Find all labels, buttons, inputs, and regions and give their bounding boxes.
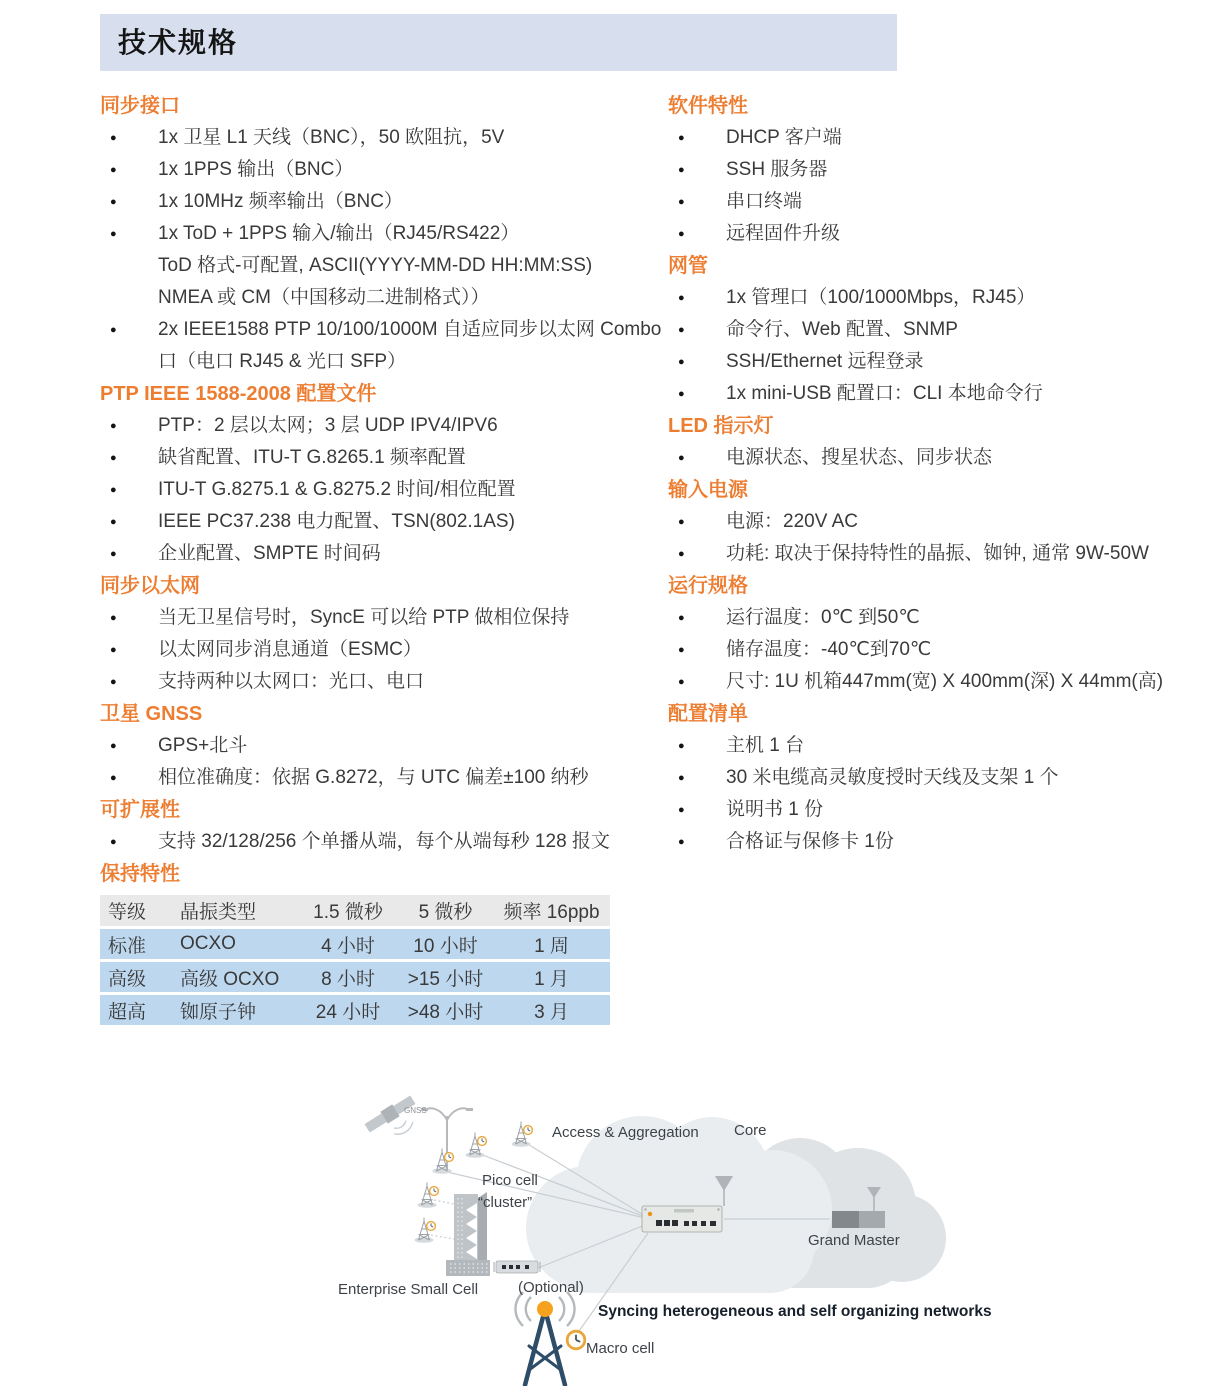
spec-item — [100, 474, 645, 506]
table-cell: 1 周 — [493, 929, 610, 959]
left-column — [100, 90, 662, 1028]
section-heading: 同步接口 — [100, 95, 180, 117]
spec-item — [100, 826, 645, 858]
table-cell: 标准 — [100, 929, 180, 959]
table-cell: 8 小时 — [298, 962, 398, 992]
optional-rack-unit-icon — [494, 1261, 540, 1273]
holdover-table — [100, 892, 610, 1028]
table-header-row — [100, 895, 610, 926]
bullet-icon: ● — [110, 484, 117, 496]
spec-text: DHCP 客户端 — [726, 127, 842, 148]
bullet-icon: ● — [110, 740, 117, 752]
table-cell: >15 小时 — [398, 962, 493, 992]
bullet-icon: ● — [678, 132, 685, 144]
spec-text: 尺寸: 1U 机箱447mm(宽) X 400mm(深) X 44mm(高) — [726, 671, 1164, 692]
bullet-icon: ● — [110, 772, 117, 784]
diagram-canvas — [330, 1078, 1210, 1386]
table-cell: 3 月 — [493, 995, 610, 1025]
bullet-icon: ● — [678, 772, 685, 784]
bullet-spacer — [100, 282, 158, 314]
spec-item — [100, 282, 645, 314]
spec-item — [668, 154, 1168, 186]
spec-item — [100, 602, 645, 634]
bullet-icon: ● — [110, 324, 117, 336]
spec-text: 说明书 1 份 — [726, 799, 824, 820]
section-heading: 软件特性 — [668, 95, 748, 117]
bullet-icon: ● — [678, 196, 685, 208]
title-banner — [100, 14, 897, 71]
pico-cell-label: Pico cell — [482, 1172, 538, 1189]
spec-item — [100, 730, 645, 762]
section-heading: 网管 — [668, 255, 708, 277]
spec-text: PTP：2 层以太网；3 层 UDP IPV4/IPV6 — [158, 415, 498, 436]
table-header-cell: 晶振类型 — [180, 895, 298, 926]
spec-text: 1x 卫星 L1 天线（BNC），50 欧阻抗，5V — [158, 127, 505, 148]
spec-item — [100, 122, 645, 154]
spec-item — [100, 186, 645, 218]
pico-cluster-label: “cluster” — [478, 1194, 533, 1211]
pico-tower — [466, 1133, 487, 1158]
spec-item — [100, 538, 645, 570]
spec-item — [668, 314, 1168, 346]
spec-text: ToD 格式-可配置, ASCII(YYYY-MM-DD HH:MM:SS) — [158, 255, 593, 276]
table-cell: 4 小时 — [298, 929, 398, 959]
network-diagram — [330, 1078, 1210, 1386]
bullet-icon: ● — [678, 292, 685, 304]
bullet-icon: ● — [678, 740, 685, 752]
spec-item — [100, 314, 662, 346]
table-cell: OCXO — [180, 929, 298, 959]
syncing-caption: Syncing heterogeneous and self organizing networks — [598, 1303, 992, 1320]
spec-text: SSH 服务器 — [726, 159, 828, 180]
grand-master-label: Grand Master — [808, 1232, 900, 1249]
spec-text: 主机 1 台 — [726, 735, 805, 756]
access-aggregation-label: Access & Aggregation — [552, 1124, 699, 1141]
spec-item — [100, 218, 645, 250]
section-heading: PTP IEEE 1588-2008 配置文件 — [100, 383, 377, 405]
spec-item — [668, 602, 1168, 634]
clock-badge — [567, 1331, 585, 1349]
spec-item — [668, 186, 1168, 218]
bullet-icon: ● — [110, 836, 117, 848]
spec-item — [668, 346, 1168, 378]
spec-item — [668, 122, 1168, 154]
spec-columns — [100, 90, 1170, 1028]
spec-text: 1x 1PPS 输出（BNC） — [158, 159, 354, 180]
enterprise-small-cell-label: Enterprise Small Cell — [338, 1281, 479, 1298]
spec-text: 1x ToD + 1PPS 输入/输出（RJ45/RS422） — [158, 223, 520, 244]
bullet-icon: ● — [678, 356, 685, 368]
section-heading: 可扩展性 — [100, 799, 180, 821]
bullet-icon: ● — [678, 644, 685, 656]
spec-item — [668, 634, 1168, 666]
macro-cell-label: Macro cell — [586, 1340, 655, 1357]
table-header-cell: 频率 16ppb — [493, 895, 610, 926]
timing-server-icon — [642, 1206, 722, 1232]
spec-item — [100, 634, 645, 666]
spec-text: 电源：220V AC — [726, 511, 858, 532]
table-cell: 超高 — [100, 995, 180, 1025]
spec-item — [100, 506, 645, 538]
spec-text: 合格证与保修卡 1份 — [726, 831, 894, 852]
spec-item — [668, 218, 1168, 250]
macro-tower-icon — [516, 1292, 585, 1385]
spec-item — [100, 666, 645, 698]
spec-text: 2x IEEE1588 PTP 10/100/1000M 自适应同步以太网 Combo — [158, 319, 662, 340]
bullet-icon: ● — [110, 676, 117, 688]
table-cell: 高级 OCXO — [180, 962, 298, 992]
bullet-icon: ● — [110, 612, 117, 624]
spec-text: GPS+北斗 — [158, 735, 248, 756]
spec-text: 电源状态、搜星状态、同步状态 — [726, 447, 993, 468]
table-cell: 10 小时 — [398, 929, 493, 959]
spec-item — [100, 250, 645, 282]
gnss-label: GNSS — [404, 1106, 427, 1115]
pico-tower — [418, 1183, 439, 1208]
bullet-icon: ● — [110, 196, 117, 208]
section-heading: 配置清单 — [668, 703, 748, 725]
table-row — [100, 995, 610, 1025]
spec-text: 以太网同步消息通道（ESMC） — [158, 639, 422, 660]
bullet-icon: ● — [678, 836, 685, 848]
spec-item — [668, 826, 1168, 858]
table-header-cell: 1.5 微秒 — [298, 895, 398, 926]
spec-item — [668, 730, 1168, 762]
bullet-icon: ● — [678, 452, 685, 464]
spec-text: 串口终端 — [726, 191, 803, 212]
section-heading: 同步以太网 — [100, 575, 200, 597]
bullet-icon: ● — [110, 420, 117, 432]
spec-item — [668, 506, 1168, 538]
spec-text: 口（电口 RJ45 & 光口 SFP） — [158, 351, 407, 372]
table-cell: 高级 — [100, 962, 180, 992]
spec-item — [100, 442, 645, 474]
spec-text: 1x 10MHz 频率输出（BNC） — [158, 191, 403, 212]
bullet-icon: ● — [678, 676, 685, 688]
spec-text: 运行温度：0℃ 到50℃ — [726, 607, 920, 628]
optional-label: (Optional) — [518, 1279, 584, 1296]
bullet-icon: ● — [110, 452, 117, 464]
bullet-icon: ● — [678, 164, 685, 176]
bullet-icon: ● — [678, 548, 685, 560]
spec-text: 1x mini-USB 配置口：CLI 本地命令行 — [726, 383, 1043, 404]
table-header-cell: 等级 — [100, 895, 180, 926]
bullet-icon: ● — [678, 516, 685, 528]
bullet-icon: ● — [110, 516, 117, 528]
spec-item — [100, 346, 645, 378]
spec-text: 支持 32/128/256 个单播从端，每个从端每秒 128 报文 — [158, 831, 610, 852]
bullet-icon: ● — [678, 228, 685, 240]
section-heading: 卫星 GNSS — [100, 703, 203, 725]
spec-item — [668, 442, 1168, 474]
pico-tower — [433, 1149, 454, 1174]
spec-text: 企业配置、SMPTE 时间码 — [158, 543, 381, 564]
table-cell: 1 月 — [493, 962, 610, 992]
bullet-spacer — [100, 346, 158, 378]
spec-text: 相位准确度：依据 G.8272，与 UTC 偏差±100 纳秒 — [158, 767, 589, 788]
spec-item — [668, 762, 1168, 794]
bullet-icon: ● — [678, 388, 685, 400]
spec-item — [668, 794, 1168, 826]
spec-item — [668, 378, 1168, 410]
bullet-icon: ● — [678, 324, 685, 336]
spec-text: 30 米电缆高灵敏度授时天线及支架 1 个 — [726, 767, 1059, 788]
spec-item — [668, 282, 1168, 314]
spec-text: 命令行、Web 配置、SNMP — [726, 319, 958, 340]
spec-text: 远程固件升级 — [726, 223, 841, 244]
spec-text: NMEA 或 CM（中国移动二进制格式）） — [158, 287, 490, 308]
right-column — [668, 90, 1168, 1028]
spec-text: 功耗: 取决于保持特性的晶振、铷钟, 通常 9W-50W — [726, 543, 1149, 564]
spec-text: 1x 管理口（100/1000Mbps，RJ45） — [726, 287, 1036, 308]
section-heading: 保持特性 — [100, 863, 180, 885]
satellite-icon — [363, 1094, 425, 1148]
bullet-icon: ● — [110, 164, 117, 176]
spec-item — [668, 666, 1168, 698]
table-header-cell: 5 微秒 — [398, 895, 493, 926]
spec-text: 储存温度：-40℃到70℃ — [726, 639, 932, 660]
bullet-icon: ● — [678, 612, 685, 624]
spec-text: 当无卫星信号时，SyncE 可以给 PTP 做相位保持 — [158, 607, 570, 628]
spec-text: 支持两种以太网口：光口、电口 — [158, 671, 425, 692]
pico-tower — [512, 1122, 533, 1147]
section-heading: LED 指示灯 — [668, 415, 774, 437]
table-row — [100, 962, 610, 992]
spec-text: IEEE PC37.238 电力配置、TSN(802.1AS) — [158, 511, 515, 532]
section-heading: 输入电源 — [668, 479, 748, 501]
bullet-spacer — [100, 250, 158, 282]
spec-text: ITU-T G.8275.1 & G.8275.2 时间/相位配置 — [158, 479, 516, 500]
table-cell: 铷原子钟 — [180, 995, 298, 1025]
table-cell: >48 小时 — [398, 995, 493, 1025]
spec-item — [100, 762, 645, 794]
spec-text: SSH/Ethernet 远程登录 — [726, 351, 924, 372]
table-row — [100, 929, 610, 959]
bullet-icon: ● — [110, 228, 117, 240]
spec-item — [100, 154, 645, 186]
bullet-icon: ● — [678, 804, 685, 816]
bullet-icon: ● — [110, 644, 117, 656]
spec-item — [100, 410, 645, 442]
spec-text: 缺省配置、ITU-T G.8265.1 频率配置 — [158, 447, 466, 468]
core-label: Core — [734, 1122, 767, 1139]
bullet-icon: ● — [110, 548, 117, 560]
section-heading: 运行规格 — [668, 575, 748, 597]
page-title: 技术规格 — [118, 27, 239, 58]
bullet-icon: ● — [110, 132, 117, 144]
table-cell: 24 小时 — [298, 995, 398, 1025]
spec-item — [668, 538, 1168, 570]
pico-tower — [415, 1218, 436, 1243]
